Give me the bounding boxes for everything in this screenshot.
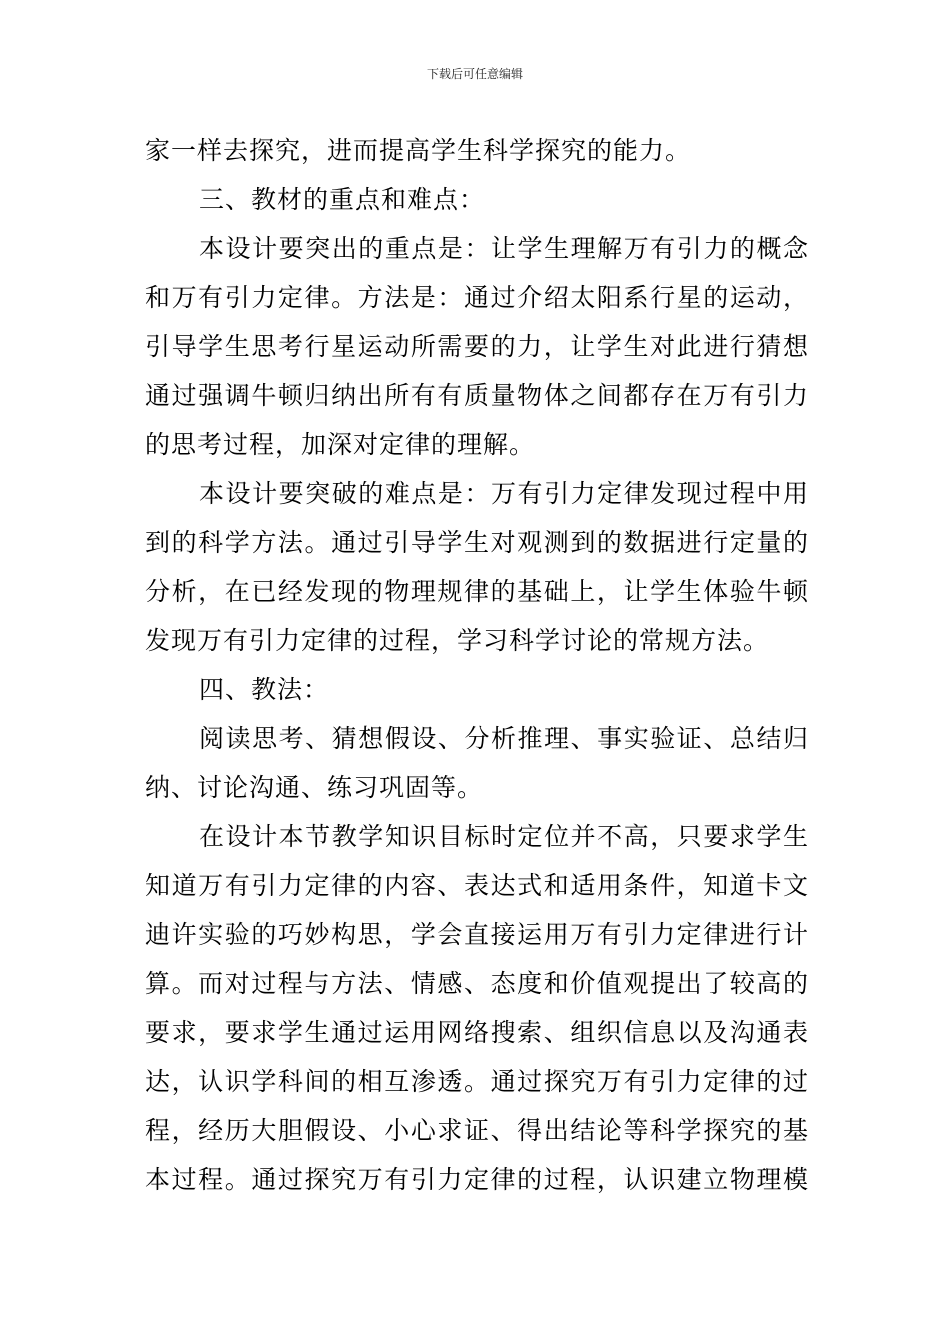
text-line: 程，经历大胆假设、小心求证、得出结论等科学探究的基 (145, 1116, 809, 1145)
text-line: 通过强调牛顿归纳出所有有质量物体之间都存在万有引力 (145, 381, 809, 410)
text-line: 分析，在已经发现的物理规律的基础上，让学生体验牛顿 (145, 577, 809, 606)
text-line: 达，认识学科间的相互渗透。通过探究万有引力定律的过 (145, 1067, 809, 1096)
text-line: 本过程。通过探究万有引力定律的过程，认识建立物理模 (145, 1165, 809, 1194)
text-line: 要求，要求学生通过运用网络搜索、组织信息以及沟通表 (145, 1018, 809, 1047)
text-line: 纳、讨论沟通、练习巩固等。 (145, 773, 484, 802)
text-line: 到的科学方法。通过引导学生对观测到的数据进行定量的 (145, 528, 809, 557)
section-heading: 四、教法： (199, 675, 330, 704)
paragraph-start: 阅读思考、猜想假设、分析推理、事实验证、总结归 (199, 724, 809, 753)
paragraph-start: 在设计本节教学知识目标时定位并不高，只要求学生 (199, 822, 809, 851)
text-line: 的思考过程，加深对定律的理解。 (145, 430, 536, 459)
paragraph-start: 本设计要突出的重点是：让学生理解万有引力的概念 (199, 234, 809, 263)
section-heading: 三、教材的重点和难点： (199, 185, 486, 214)
text-line: 家一样去探究，进而提高学生科学探究的能力。 (145, 136, 692, 165)
text-line: 引导学生思考行星运动所需要的力，让学生对此进行猜想 (145, 332, 809, 361)
text-line: 发现万有引力定律的过程，学习科学讨论的常规方法。 (145, 626, 770, 655)
text-line: 知道万有引力定律的内容、表达式和适用条件，知道卡文 (145, 871, 809, 900)
body-text (145, 126, 809, 1204)
page-header: 下载后可任意编辑 (426, 67, 523, 81)
text-line: 和万有引力定律。方法是：通过介绍太阳系行星的运动， (145, 283, 809, 312)
paragraph-start: 本设计要突破的难点是：万有引力定律发现过程中用 (199, 479, 809, 508)
text-line: 迪许实验的巧妙构思，学会直接运用万有引力定律进行计 (145, 920, 809, 949)
text-line: 算。而对过程与方法、情感、态度和价值观提出了较高的 (145, 969, 809, 998)
